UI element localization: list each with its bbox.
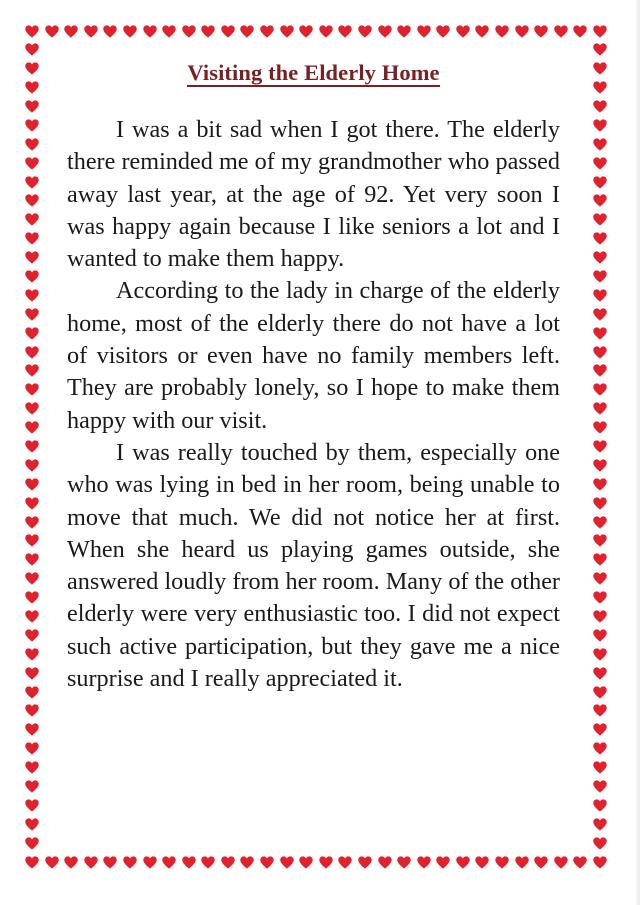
heart-icon	[593, 232, 607, 245]
heart-icon	[417, 856, 431, 869]
heart-icon	[25, 799, 39, 812]
heart-icon	[593, 308, 607, 321]
heart-icon	[240, 856, 254, 869]
heart-icon	[25, 421, 39, 434]
heart-icon	[25, 402, 39, 415]
heart-icon	[319, 25, 333, 38]
heart-icon	[240, 25, 254, 38]
heart-icon	[25, 157, 39, 170]
heart-icon	[593, 62, 607, 75]
heart-icon	[25, 704, 39, 717]
heart-icon	[534, 856, 548, 869]
heart-icon	[299, 856, 313, 869]
heart-icon	[593, 213, 607, 226]
heart-icon	[25, 610, 39, 623]
heart-icon	[123, 856, 137, 869]
heart-icon	[25, 289, 39, 302]
heart-icon	[593, 327, 607, 340]
heart-icon	[593, 346, 607, 359]
heart-icon	[593, 648, 607, 661]
heart-icon	[25, 780, 39, 793]
heart-icon	[593, 251, 607, 264]
heart-icon	[25, 648, 39, 661]
heart-icon	[25, 81, 39, 94]
heart-icon	[593, 723, 607, 736]
heart-icon	[593, 591, 607, 604]
heart-icon	[593, 516, 607, 529]
heart-icon	[378, 25, 392, 38]
heart-icon	[280, 856, 294, 869]
heart-icon	[593, 270, 607, 283]
paragraph-3: I was really touched by them, especially one who was lying in bed in her room, being unable to move that much. We did not notice her at first. When she heard us playing games outside, she answered loudly from her room. Many of the other elderly were very enthusiastic too. I did not expect such active participation, but they gave me a nice surprise and I really appreciated it.	[67, 438, 560, 693]
heart-icon	[554, 25, 568, 38]
page-edge-shadow	[634, 0, 640, 905]
heart-icon	[456, 25, 470, 38]
heart-icon	[456, 856, 470, 869]
paragraph-2: According to the lady in charge of the elderly home, most of the elderly there do not have a lot of visitors or even have no family members left. They are probably lonely, so I hope to make them happy with our visit.	[67, 277, 560, 434]
heart-icon	[593, 742, 607, 755]
heart-icon	[25, 213, 39, 226]
heart-icon	[593, 610, 607, 623]
heart-icon	[25, 591, 39, 604]
heart-icon	[25, 459, 39, 472]
heart-icon	[593, 686, 607, 699]
heart-icon	[593, 572, 607, 585]
heart-icon	[25, 270, 39, 283]
heart-icon	[593, 289, 607, 302]
heart-icon	[25, 251, 39, 264]
heart-icon	[25, 742, 39, 755]
heart-icon	[64, 25, 78, 38]
heart-icon	[593, 780, 607, 793]
heart-icon	[25, 25, 39, 38]
heart-icon	[593, 194, 607, 207]
document-body	[67, 56, 560, 695]
heart-icon	[554, 856, 568, 869]
heart-icon	[25, 346, 39, 359]
heart-icon	[593, 100, 607, 113]
heart-icon	[378, 856, 392, 869]
heart-icon	[534, 25, 548, 38]
heart-icon	[260, 856, 274, 869]
heart-icon	[593, 704, 607, 717]
heart-icon	[143, 25, 157, 38]
heart-icon	[84, 856, 98, 869]
heart-icon	[338, 25, 352, 38]
heart-icon	[25, 364, 39, 377]
heart-icon	[593, 383, 607, 396]
heart-icon	[25, 686, 39, 699]
heart-icon	[221, 856, 235, 869]
heart-icon	[25, 667, 39, 680]
paragraph-1: I was a bit sad when I got there. The elderly there reminded me of my grandmother who passed away last year, at the age of 92. Yet very soon I was happy again because I like seniors a lot and I wanted to make them happy.	[67, 116, 560, 273]
heart-icon	[593, 761, 607, 774]
heart-icon	[182, 25, 196, 38]
heart-icon	[573, 25, 587, 38]
heart-icon	[436, 25, 450, 38]
heart-icon	[593, 364, 607, 377]
heart-icon	[25, 534, 39, 547]
heart-icon	[299, 25, 313, 38]
heart-icon	[182, 856, 196, 869]
heart-icon	[103, 25, 117, 38]
heart-icon	[25, 516, 39, 529]
heart-icon	[593, 799, 607, 812]
heart-icon	[25, 553, 39, 566]
heart-icon	[593, 667, 607, 680]
heart-icon	[593, 629, 607, 642]
heart-icon	[25, 383, 39, 396]
heart-icon	[515, 25, 529, 38]
heart-icon	[45, 25, 59, 38]
heart-icon	[201, 856, 215, 869]
heart-icon	[25, 629, 39, 642]
heart-icon	[475, 856, 489, 869]
heart-icon	[593, 856, 607, 869]
heart-icon	[25, 818, 39, 831]
heart-icon	[593, 43, 607, 56]
heart-icon	[593, 402, 607, 415]
heart-icon	[495, 25, 509, 38]
heart-icon	[25, 478, 39, 491]
heart-icon	[593, 534, 607, 547]
heart-icon	[593, 157, 607, 170]
heart-icon	[593, 837, 607, 850]
heart-icon	[25, 43, 39, 56]
heart-icon	[593, 421, 607, 434]
page-title-text: Visiting the Elderly Home	[187, 60, 440, 85]
heart-icon	[593, 119, 607, 132]
heart-icon	[338, 856, 352, 869]
heart-icon	[201, 25, 215, 38]
heart-icon	[593, 478, 607, 491]
heart-icon	[25, 440, 39, 453]
heart-icon	[162, 856, 176, 869]
heart-icon	[593, 81, 607, 94]
heart-icon	[25, 100, 39, 113]
heart-icon	[593, 459, 607, 472]
heart-icon	[593, 440, 607, 453]
heart-icon	[397, 25, 411, 38]
heart-icon	[495, 856, 509, 869]
heart-icon	[162, 25, 176, 38]
heart-icon	[143, 856, 157, 869]
heart-icon	[358, 856, 372, 869]
heart-icon	[593, 818, 607, 831]
heart-icon	[280, 25, 294, 38]
heart-icon	[25, 761, 39, 774]
heart-icon	[25, 497, 39, 510]
heart-icon	[103, 856, 117, 869]
heart-icon	[25, 176, 39, 189]
heart-icon	[25, 327, 39, 340]
heart-icon	[319, 856, 333, 869]
heart-icon	[260, 25, 274, 38]
heart-icon	[45, 856, 59, 869]
heart-icon	[475, 25, 489, 38]
heart-icon	[123, 25, 137, 38]
heart-icon	[84, 25, 98, 38]
heart-icon	[358, 25, 372, 38]
heart-icon	[417, 25, 431, 38]
heart-icon	[25, 119, 39, 132]
heart-icon	[593, 497, 607, 510]
heart-icon	[25, 62, 39, 75]
heart-icon	[25, 856, 39, 869]
heart-icon	[64, 856, 78, 869]
heart-icon	[593, 138, 607, 151]
heart-icon	[221, 25, 235, 38]
page-title	[67, 56, 560, 90]
heart-icon	[25, 138, 39, 151]
heart-icon	[515, 856, 529, 869]
heart-icon	[25, 572, 39, 585]
heart-icon	[25, 837, 39, 850]
heart-icon	[593, 176, 607, 189]
heart-icon	[25, 723, 39, 736]
heart-icon	[397, 856, 411, 869]
heart-icon	[593, 553, 607, 566]
heart-icon	[25, 232, 39, 245]
heart-icon	[25, 308, 39, 321]
heart-icon	[25, 194, 39, 207]
heart-icon	[436, 856, 450, 869]
heart-icon	[573, 856, 587, 869]
heart-icon	[593, 25, 607, 38]
